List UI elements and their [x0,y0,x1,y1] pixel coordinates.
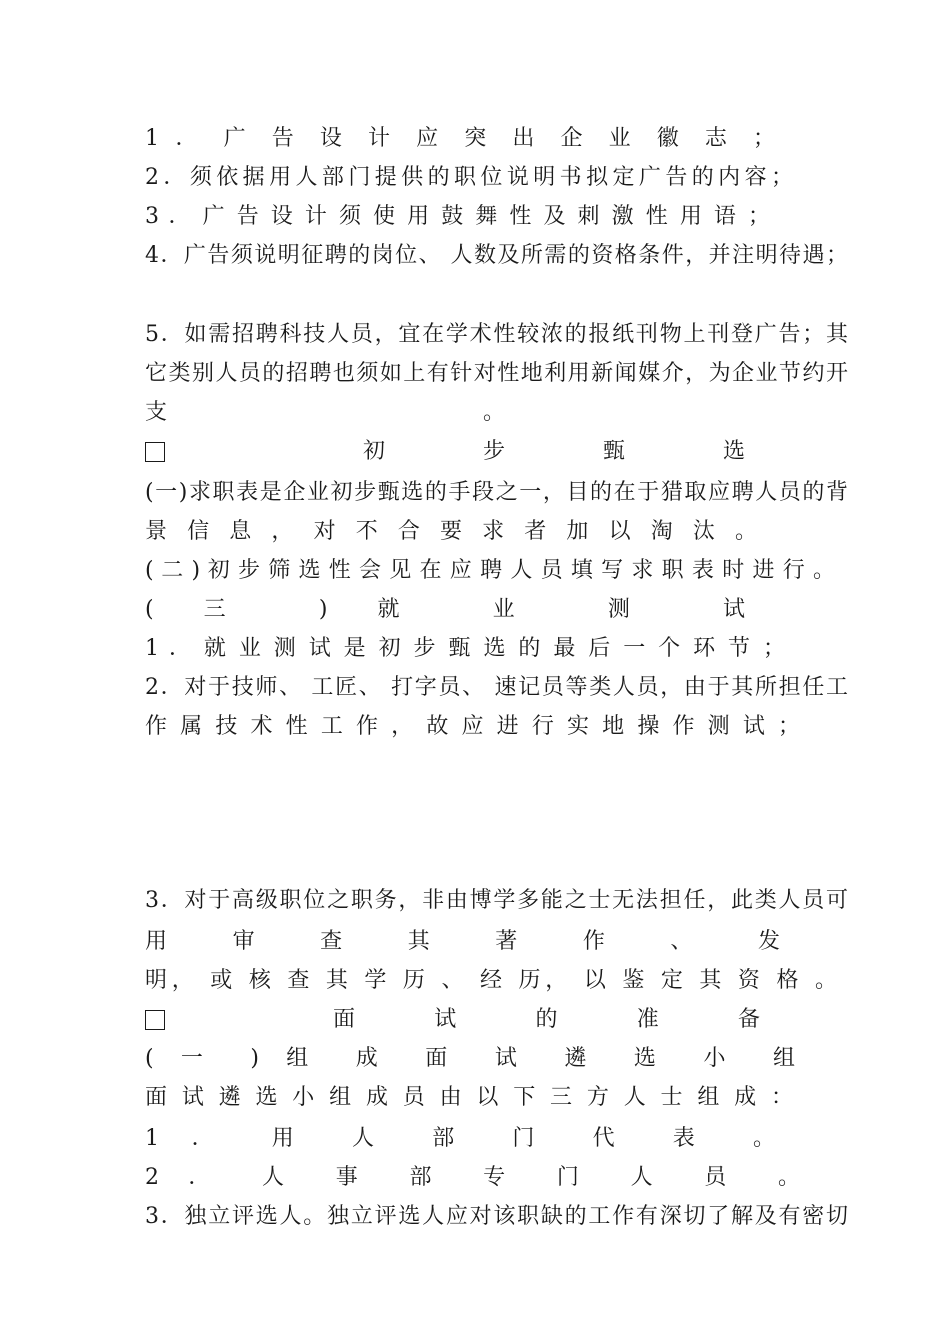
subheading-panel: ( 一 ) 组 成 面 试 遴 选 小 组 [145,1046,795,1071]
paragraph-senior-positions-1: 3．对于高级职位之职务，非由博学多能之士无法担任，此类人员可 [145,888,848,913]
paragraph-preliminary-interview: ( 二 ) 初 步 筛 选 性 会 见 在 应 聘 人 员 填 写 求 职 表 时 进 行 。 [145,558,835,583]
paragraph-tech-recruitment-3: 支 。 [145,400,505,425]
section-heading-label: 面 试 的 准 备 [333,1007,760,1032]
checkbox-icon [145,1010,165,1030]
paragraph-senior-positions-3: 明， 或 核 查 其 学 历 、 经 历， 以 鉴 定 其 资 格 。 [145,968,837,993]
section-heading-interview-prep [145,1005,760,1035]
paragraph-senior-positions-2: 用 审 查 其 著 作 、 发 [145,929,780,954]
list-item-job-description: 2．须依据用人部门提供的职位说明书拟定广告的内容； [145,165,793,190]
paragraph-application-form-2: 景 信 息 ， 对 不 合 要 求 者 加 以 淘 汰 。 [145,519,757,544]
paragraph-panel-members: 面 试 遴 选 小 组 成 员 由 以 下 三 方 人 士 组 成 ： [145,1085,793,1110]
checkbox-icon [145,442,165,462]
section-heading-label: 初 步 甄 选 [363,439,745,464]
paragraph-technician-test-1: 2．对于技师、 工匠、 打字员、 速记员等类人员，由于其所担任工 [145,675,848,700]
list-item-final-step: 1 ． 就 业 测 试 是 初 步 甄 选 的 最 后 一 个 环 节 ； [145,636,785,661]
subheading-employment-test: ( 三 ) 就 业 测 试 [145,597,745,622]
paragraph-application-form-1: (一)求职表是企业初步甄选的手段之一，目的在于猎取应聘人员的背 [145,480,848,505]
paragraph-tech-recruitment-1: 5．如需招聘科技人员，宜在学术性较浓的报纸刊物上刊登广告；其 [145,322,848,347]
list-item-position-count: 4．广告须说明征聘的岗位、 人数及所需的资格条件，并注明待遇； [145,243,848,268]
paragraph-technician-test-2: 作 属 技 术 性 工 作 ， 故 应 进 行 实 地 操 作 测 试 ； [145,714,800,739]
list-item-logo-requirement: 1 ． 广 告 设 计 应 突 出 企 业 徽 志 ； [145,126,775,151]
list-item-dept-representative: 1 ． 用 人 部 门 代 表 。 [145,1126,775,1151]
list-item-inspiring-language: 3 ． 广 告 设 计 须 使 用 鼓 舞 性 及 刺 激 性 用 语 ； [145,204,770,229]
section-heading-initial-screening [145,437,745,467]
paragraph-tech-recruitment-2: 它类别人员的招聘也须如上有针对性地利用新闻媒介，为企业节约开 [145,361,848,386]
list-item-independent-evaluator: 3．独立评选人。独立评选人应对该职缺的工作有深切了解及有密切 [145,1204,848,1229]
list-item-hr-staff: 2 ． 人 事 部 专 门 人 员 。 [145,1165,800,1190]
